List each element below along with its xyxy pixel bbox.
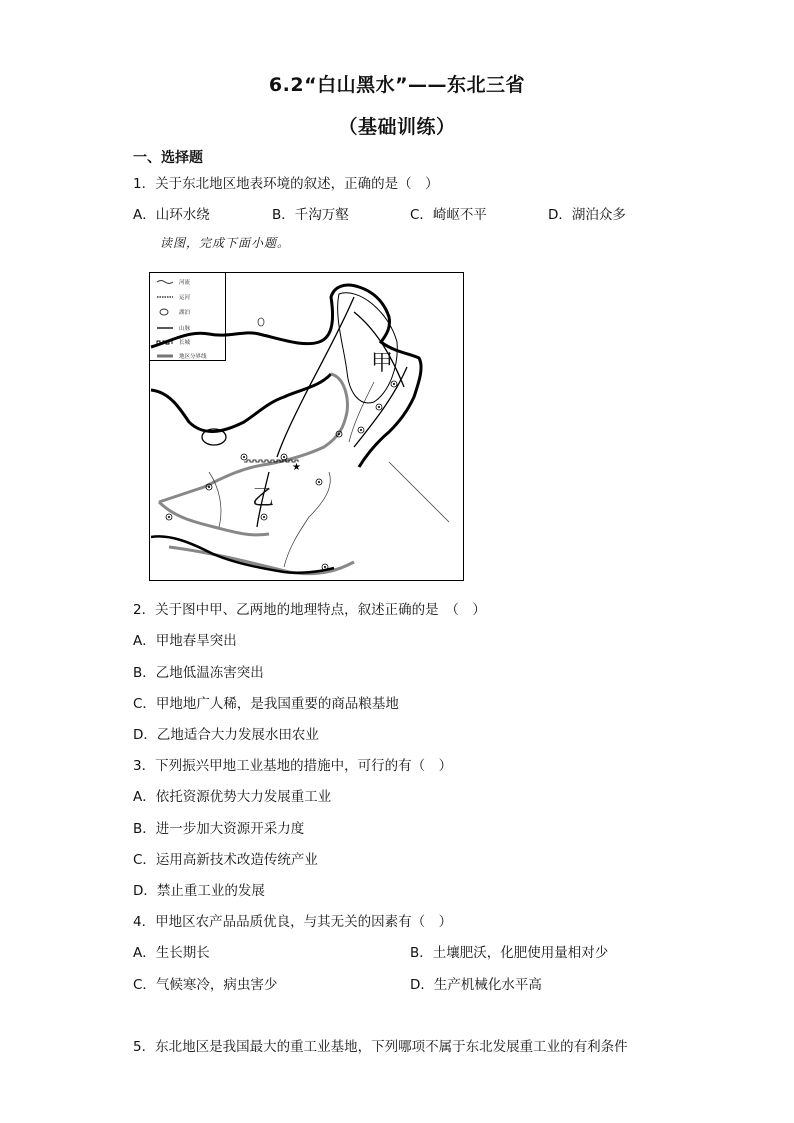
map-instruction: 读图，完成下面小题。 [160,236,291,250]
section-heading: 一、选择题 [133,150,203,166]
page-title: 6.2“白山黑水”——东北三省 [268,74,526,96]
legend-boundary: 地区分界线 [179,354,207,360]
question-4-option-c[interactable]: C．气候寒冷，病虫害少 [133,977,278,993]
question-1-option-d[interactable]: D．湖泊众多 [548,207,626,223]
legend-lake: 湖泊 [179,310,191,316]
question-2-option-c[interactable]: C．甲地地广人稀，是我国重要的商品粮基地 [133,696,399,712]
question-2-stem: 2．关于图中甲、乙两地的地理特点，叙述正确的是 （ ） [133,602,486,618]
question-4-option-d[interactable]: D．生产机械化水平高 [410,977,542,993]
question-1-option-c[interactable]: C．崎岖不平 [410,207,487,223]
question-1-option-b[interactable]: B．千沟万壑 [272,207,349,223]
legend-river: 河流 [179,280,191,286]
map-legend [150,273,226,361]
question-4-stem: 4．甲地区农产品品质优良，与其无关的因素有（ ） [133,914,453,930]
page-subtitle: （基础训练） [338,116,456,138]
question-2-option-d[interactable]: D．乙地适合大力发展水田农业 [133,727,319,743]
question-3-option-b[interactable]: B．进一步加大资源开采力度 [133,821,305,837]
question-2-option-b[interactable]: B．乙地低温冻害突出 [133,665,264,681]
question-3-stem: 3．下列振兴甲地工业基地的措施中，可行的有（ ） [133,758,453,774]
legend-great-wall: 长城 [179,340,191,346]
region-label-yi: 乙 [252,486,275,511]
legend-canal: 运河 [179,295,191,301]
question-1-option-a[interactable]: A．山环水绕 [133,207,210,223]
region-label-jia: 甲 [371,351,394,376]
question-5-stem: 5．东北地区是我国最大的重工业基地，下列哪项不属于东北发展重工业的有利条件 [133,1039,628,1055]
question-3-option-c[interactable]: C．运用高新技术改造传统产业 [133,852,318,868]
capital-star-icon: ★ [292,462,301,473]
question-3-option-a[interactable]: A．依托资源优势大力发展重工业 [133,789,332,805]
legend-mountain: 山脉 [179,326,191,332]
question-1-stem: 1．关于东北地区地表环境的叙述，正确的是（ ） [133,176,439,192]
question-4-option-a[interactable]: A．生长期长 [133,945,210,961]
question-4-option-b[interactable]: B．土壤肥沃，化肥使用量相对少 [410,945,609,961]
question-3-option-d[interactable]: D．禁止重工业的发展 [133,883,265,899]
northeast-china-map [149,272,464,581]
question-2-option-a[interactable]: A．甲地春旱突出 [133,633,237,649]
